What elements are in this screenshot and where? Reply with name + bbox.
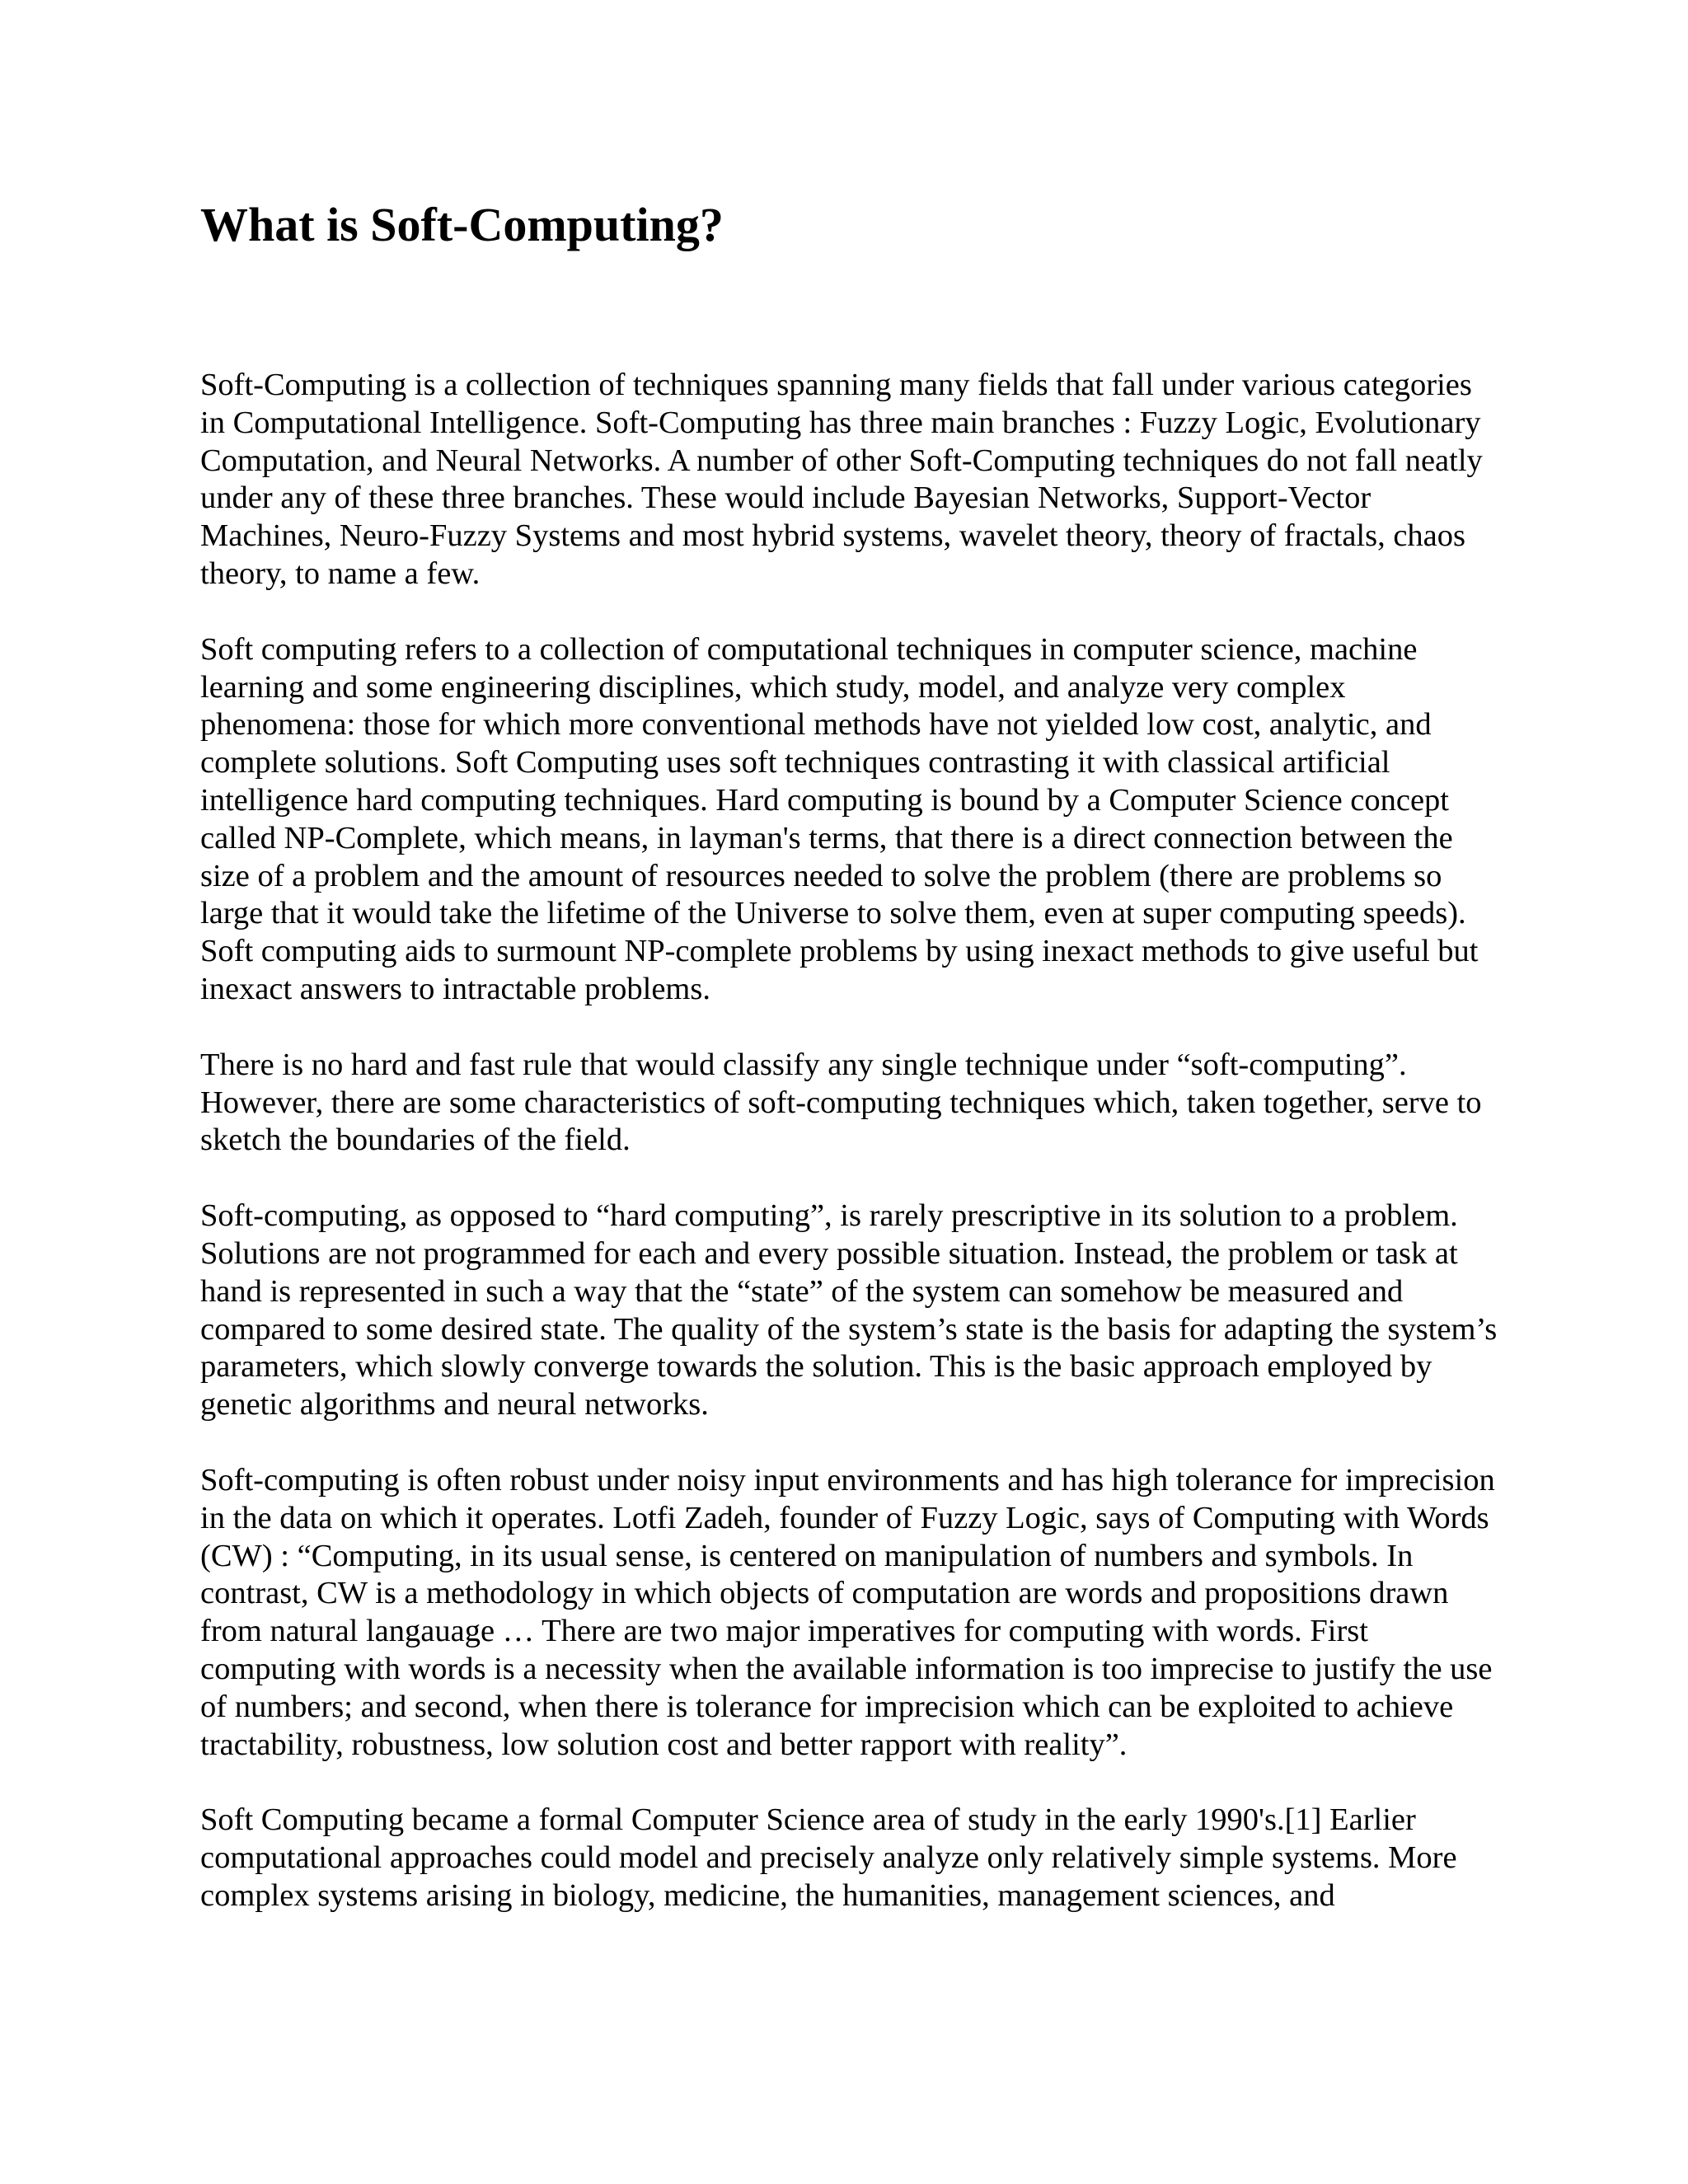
paragraph-history: Soft Computing became a formal Computer Science area of study in the early 1990's.[1] Earlier computational approaches could model and precisely analyze only relatively simple systems. More complex systems arising in biology, medicine, the humanities, management sciences, and — [200, 1802, 1457, 1913]
paragraph-hard-vs-soft: Soft-computing, as opposed to “hard computing”, is rarely prescriptive in its solution to a problem. Solutions are not programmed for each and every possible situation. Instead, the problem or task at hand is represented in such a way that the “state” of the system can somehow be measured and compared to some desired state. The quality of the system’s state is the basis for adapting the system’s parameters, which slowly converge towards the solution. This is the basic approach employed by genetic algorithms and neural networks. — [200, 1198, 1498, 1422]
paragraph-no-hard-rule: There is no hard and fast rule that would classify any single technique under “soft-computing”. However, there are some characteristics of soft-computing techniques which, taken together, serve to sketch the boundaries of the field. — [200, 1047, 1482, 1158]
paragraph-intro: Soft-Computing is a collection of techniques spanning many fields that fall under various categories in Computational Intelligence. Soft-Computing has three main branches : Fuzzy Logic, Evolutionary Computation, and Neural Networks. A number of other Soft-Computing techniques do not fall neatly under any of these three branches. These would include Bayesian Networks, Support-Vector Machines, Neuro-Fuzzy Systems and most hybrid systems, wavelet theory, theory of fractals, chaos theory, to name a few. — [200, 368, 1483, 591]
document-body — [200, 367, 1503, 1915]
document-content — [200, 196, 1503, 1953]
paragraph-robustness: Soft-computing is often robust under noisy input environments and has high tolerance for imprecision in the data on which it operates. Lotfi Zadeh, founder of Fuzzy Logic, says of Computing with Words (CW) : “Computing, in its usual sense, is centered on manipulation of numbers and symbols. In contrast, CW is a methodology in which objects of computation are words and propositions drawn from natural langauage … There are two major imperatives for computing with words. First computing with words is a necessity when the available information is too imprecise to justify the use of numbers; and second, when there is tolerance for imprecision which can be exploited to achieve tractability, robustness, low solution cost and better rapport with reality”. — [200, 1462, 1495, 1762]
page-title: What is Soft-Computing? — [200, 198, 724, 251]
paragraph-definition: Soft computing refers to a collection of computational techniques in computer science, machine learning and some engineering disciplines, which study, model, and analyze very complex phenomena: those for which more conventional methods have not yielded low cost, analytic, and complete solutions. Soft Computing uses soft techniques contrasting it with classical artificial intelligence hard computing techniques. Hard computing is bound by a Computer Science concept called NP-Complete, which means, in layman's terms, that there is a direct connection between the size of a problem and the amount of resources needed to solve the problem (there are problems so large that it would take the lifetime of the Universe to solve them, even at super computing speeds). Soft computing aids to surmount NP-complete problems by using inexact methods to give useful but inexact answers to intractable problems. — [200, 631, 1479, 1006]
